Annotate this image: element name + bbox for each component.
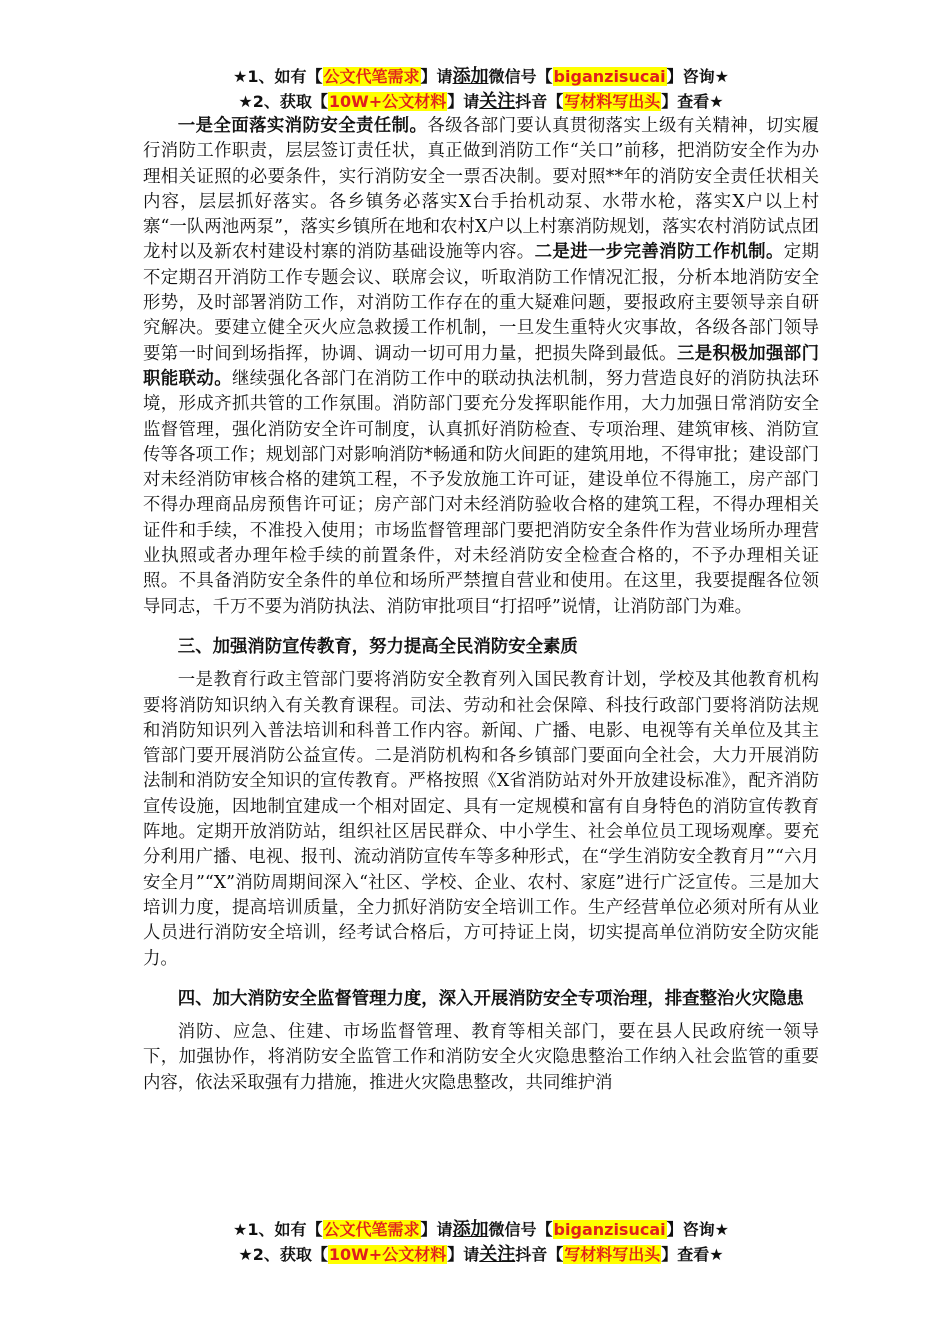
underlined-text: 添加 bbox=[452, 66, 489, 87]
banner-text: 】请 bbox=[420, 67, 453, 86]
highlight-text: 10W+公文材料 bbox=[328, 92, 447, 111]
banner-text: 】咨询★ bbox=[666, 67, 729, 86]
banner-text: 微信号【 bbox=[488, 67, 553, 86]
banner-text: 抖音【 bbox=[515, 1245, 564, 1264]
banner-text: 抖音【 bbox=[515, 92, 564, 111]
highlight-text: 10W+公文材料 bbox=[328, 1245, 447, 1264]
promo-banner-line-1 bbox=[143, 64, 819, 89]
banner-text: ★1、如有【 bbox=[233, 1220, 323, 1239]
banner-text: ★1、如有【 bbox=[233, 67, 323, 86]
banner-text: ★2、获取【 bbox=[238, 92, 328, 111]
highlight-text: 公文代笔需求 bbox=[323, 1220, 420, 1239]
footer-banner bbox=[143, 1217, 819, 1267]
underlined-text: 关注 bbox=[479, 91, 516, 112]
paragraph-text: 定期不定期召开消防工作专题会议、联席会议，听取消防工作情况汇报，分析本地消防安全形势，及时部署消防工作，对消防工作存在的重大疑难问题，要报政府主要领导亲自研究解决。要建立健全灭火应急救援工作机制，一旦发生重特火灾事故，各级各部门领导要第一时间到场指挥，协调、调动一切可用力量，把损失降到最低。 bbox=[143, 242, 819, 364]
document-page bbox=[143, 64, 819, 1096]
body-paragraph-2: 一是教育行政主管部门要将消防安全教育列入国民教育计划，学校及其他教育机构要将消防知识纳入有关教育课程。司法、劳动和社会保障、科技行政部门要将消防法规和消防知识列入普法培训和科普工作内容。新闻、广播、电影、电视等有关单位及其主管部门要开展消防公益宣传。二是消防机构和各乡镇部门要面向全社会，大力开展消防法制和消防安全知识的宣传教育。严格按照《X省消防站对外开放建设标准》，配齐消防宣传设施，因地制宜建成一个相对固定、具有一定规模和富有自身特色的消防宣传教育阵地。定期开放消防站，组织社区居民群众、中小学生、社会单位员工现场观摩。要充分利用广播、电视、报刊、流动消防宣传车等多种形式，在“学生消防安全教育月”“六月安全月”“X”消防周期间深入“社区、学校、企业、农村、家庭”进行广泛宣传。三是加大培训力度，提高培训质量，全力抓好消防安全培训工作。生产经营单位必须对所有从业人员进行消防安全培训，经考试合格后，方可持证上岗，切实提高单位消防安全防灾能力。 bbox=[143, 670, 819, 969]
banner-text: ★2、获取【 bbox=[238, 1245, 328, 1264]
promo-banner-line-1 bbox=[143, 1217, 819, 1242]
body-paragraph-1 bbox=[143, 114, 819, 620]
banner-text: 】查看★ bbox=[661, 1245, 724, 1264]
wechat-id-highlight: biganzisucai bbox=[553, 67, 666, 86]
paragraph-text: 继续强化各部门在消防工作中的联动执法机制，努力营造良好的消防执法环境，形成齐抓共管的工作氛围。消防部门要充分发挥职能作用，大力加强日常消防安全监督管理，强化消防安全许可制度，认真抓好消防检查、专项治理、建筑审核、消防宣传等各项工作；规划部门对影响消防*畅通和防火间距的建筑用地，不得审批；建设部门对未经消防审核合格的建筑工程，不予发放施工许可证，建设单位不得施工，房产部门不得办理商品房预售许可证；房产部门对未经消防验收合格的建筑工程，不得办理相关证件和手续，不准投入使用；市场监督管理部门要把消防安全条件作为营业场所办理营业执照或者办理年检手续的前置条件，对未经消防安全检查合格的，不予办理相关证照。不具备消防安全条件的单位和场所严禁擅自营业和使用。在这里，我要提醒各位领导同志，千万不要为消防执法、消防审批项目“打招呼”说情，让消防部门为难。 bbox=[143, 368, 819, 617]
banner-text: 】查看★ bbox=[661, 92, 724, 111]
lead-heading: 二是进一步完善消防工作机制。 bbox=[534, 242, 784, 263]
banner-text: 】咨询★ bbox=[666, 1220, 729, 1239]
banner-text: 微信号【 bbox=[488, 1220, 553, 1239]
section-heading-4: 四、加大消防安全监督管理力度，深入开展消防安全专项治理，排查整治火灾隐患 bbox=[177, 988, 804, 1009]
body-paragraph-3: 消防、应急、住建、市场监督管理、教育等相关部门，要在县人民政府统一领导下，加强协作，将消防安全监管工作和消防安全火灾隐患整治工作纳入社会监管的重要内容，依法采取强有力措施，推进火灾隐患整改，共同维护消 bbox=[143, 1022, 819, 1093]
underlined-text: 关注 bbox=[479, 1244, 516, 1265]
underlined-text: 添加 bbox=[452, 1219, 489, 1240]
douyin-id-highlight: 写材料写出头 bbox=[564, 92, 661, 111]
banner-text: 】请 bbox=[447, 1245, 480, 1264]
wechat-id-highlight: biganzisucai bbox=[553, 1220, 666, 1239]
highlight-text: 公文代笔需求 bbox=[323, 67, 420, 86]
douyin-id-highlight: 写材料写出头 bbox=[564, 1245, 661, 1264]
section-heading-3: 三、加强消防宣传教育，努力提高全民消防安全素质 bbox=[177, 636, 578, 657]
banner-text: 】请 bbox=[447, 92, 480, 111]
lead-heading: 一是全面落实消防安全责任制。 bbox=[177, 116, 428, 136]
promo-banner-line-2 bbox=[143, 89, 819, 114]
banner-text: 】请 bbox=[420, 1220, 453, 1239]
promo-banner-line-2 bbox=[143, 1242, 819, 1267]
lead-heading: 三是积极加强部门职能联动。 bbox=[143, 343, 819, 389]
paragraph-text: 各级各部门要认真贯彻落实上级有关精神，切实履行消防工作职责，层层签订责任状，真正做到消防工作“关口”前移，把消防安全作为办理相关证照的必要条件，实行消防安全一票否决制。要对照**年的消防安全责任状相关内容，层层抓好落实。各乡镇务必落实X台手抬机动泵、水带水枪，落实X户以上村寨“一队两池两泵”，落实乡镇所在地和农村X户以上村寨消防规划，落实农村消防试点团龙村以及新农村建设村寨的消防基础设施等内容。 bbox=[143, 116, 819, 263]
